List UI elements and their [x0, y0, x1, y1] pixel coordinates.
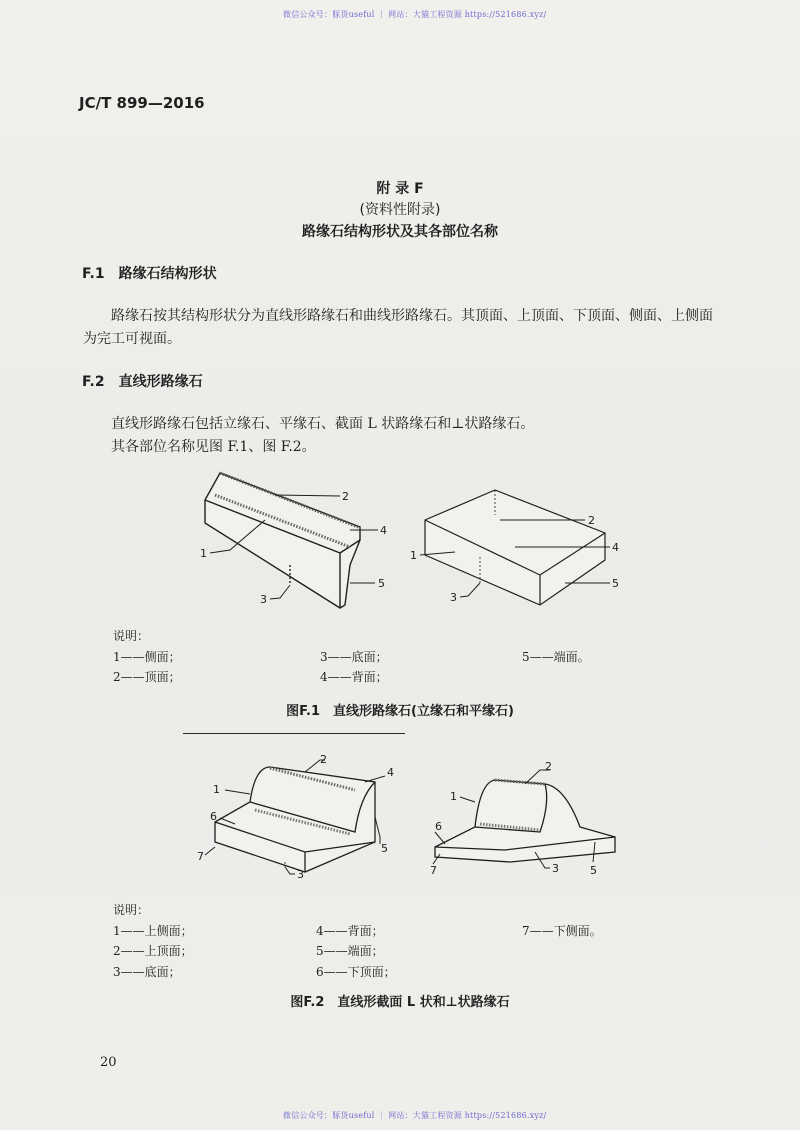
figure2-legend-item-3: 3——底面； — [113, 965, 181, 979]
figure2-label-4: 4 — [387, 766, 394, 779]
figure2-legend-item-1: 1——上侧面； — [113, 924, 193, 938]
figure1-label-3: 3 — [260, 593, 267, 606]
figure2-label-2b: 2 — [545, 760, 552, 773]
figure2-label-7b: 7 — [430, 864, 437, 877]
section-f2-para-line2: 其各部位名称见图 F.1、图 F.2。 — [111, 439, 316, 455]
figure1-vertical-curb — [205, 473, 360, 608]
figure1-label-5b: 5 — [612, 577, 619, 590]
figure1-caption: 图F.1 直线形路缘石(立缘石和平缘石) — [286, 704, 514, 719]
page-number: 20 — [100, 1055, 117, 1070]
section-f1-para-line1: 路缘石按其结构形状分为直线形路缘石和曲线形路缘石。其顶面、上顶面、下顶面、侧面、上侧面 — [111, 308, 713, 324]
figure2-inverted-t-curb — [435, 780, 615, 862]
figure1-legend-item-3: 3——底面； — [320, 650, 388, 664]
figure2-label-1: 1 — [213, 783, 220, 796]
figure1-label-4: 4 — [380, 524, 387, 537]
figure2-drawing — [195, 752, 645, 882]
figure-divider — [183, 733, 405, 734]
figure2-legend-item-7: 7——下侧面。 — [522, 924, 602, 938]
figure2-label-3b: 3 — [552, 862, 559, 875]
figure1-legend-item-2: 2——顶面； — [113, 670, 181, 684]
figure1-label-3b: 3 — [450, 591, 457, 604]
figure2-label-5: 5 — [381, 842, 388, 855]
figure1-label-5: 5 — [378, 577, 385, 590]
figure2-label-5b: 5 — [590, 864, 597, 877]
figure1-label-4b: 4 — [612, 541, 619, 554]
figure2-label-3: 3 — [297, 868, 304, 881]
figure1-legend-item-4: 4——背面； — [320, 670, 388, 684]
figure2-label-7: 7 — [197, 850, 204, 863]
appendix-title: 附 录 F — [376, 181, 424, 197]
figure2-legend-item-6: 6——下顶面； — [316, 965, 396, 979]
figure1-label-1b: 1 — [410, 549, 417, 562]
section-f1-heading: F.1 路缘石结构形状 — [82, 266, 217, 282]
standard-number: JC/T 899—2016 — [79, 94, 205, 112]
figure2-caption: 图F.2 直线形截面 L 状和⊥状路缘石 — [290, 995, 510, 1010]
figure2-legend-item-4: 4——背面； — [316, 924, 384, 938]
figure1-label-1: 1 — [200, 547, 207, 560]
figure2-legend-item-2: 2——上顶面； — [113, 944, 193, 958]
watermark-bottom: 微信公众号：豚货useful ｜ 网站：大猫工程资源 https://521686.xyz/ — [283, 1111, 547, 1120]
figure2-label-6b: 6 — [435, 820, 442, 833]
section-f2-heading: F.2 直线形路缘石 — [82, 374, 203, 390]
section-f1-para-line2: 为完工可视面。 — [83, 331, 181, 347]
watermark-top: 微信公众号：豚货useful ｜ 网站：大猫工程资源 https://521686.xyz/ — [283, 10, 547, 19]
section-f2-para-line1: 直线形路缘石包括立缘石、平缘石、截面 L 状路缘石和⊥状路缘石。 — [111, 416, 535, 432]
figure2-label-2: 2 — [320, 753, 327, 766]
appendix-name: 路缘石结构形状及其各部位名称 — [302, 224, 498, 240]
figure2-legend-title: 说明： — [113, 903, 150, 917]
figure1-label-2: 2 — [342, 490, 349, 503]
figure2-legend-item-5: 5——端面； — [316, 944, 384, 958]
figure2-l-curb — [215, 767, 375, 872]
figure1-legend-item-5: 5——端面。 — [522, 650, 590, 664]
appendix-type: (资料性附录) — [359, 202, 441, 218]
figure2-label-6: 6 — [210, 810, 217, 823]
figure1-legend-title: 说明： — [113, 629, 150, 643]
figure1-legend-item-1: 1——侧面； — [113, 650, 181, 664]
figure1-label-2b: 2 — [588, 514, 595, 527]
figure1-drawing — [180, 465, 640, 615]
figure2-label-1b: 1 — [450, 790, 457, 803]
